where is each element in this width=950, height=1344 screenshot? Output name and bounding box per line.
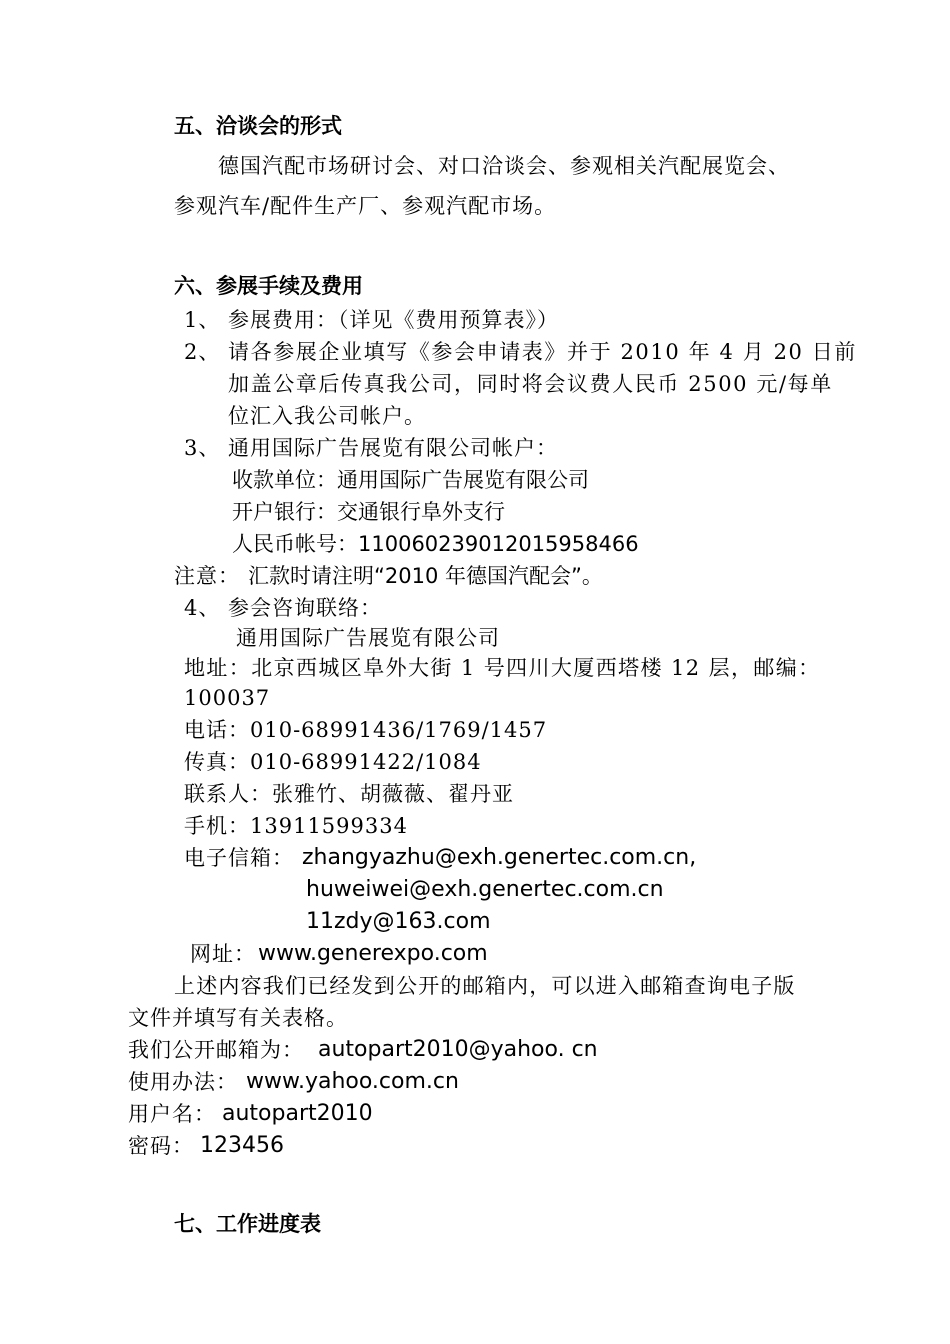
item3-text: 通用国际广告展览有限公司帐户： [228, 436, 558, 460]
note-label: 注意： [174, 564, 240, 588]
contact-address-line2: 100037 [184, 686, 271, 710]
email-link-1[interactable]: zhangyazhu@exh.genertec.com.cn, [302, 845, 697, 870]
contact-persons: 联系人：张雅竹、胡薇薇、翟丹亚 [184, 782, 514, 806]
password-label: 密码： [128, 1134, 194, 1158]
contact-fax: 传真：010-68991422/1084 [184, 750, 482, 774]
item2-line3: 位汇入我公司帐户。 [228, 404, 426, 428]
section7-heading: 七、工作进度表 [174, 1212, 321, 1236]
contact-address-line1: 地址：北京西城区阜外大街 1 号四川大厦西塔楼 12 层，邮编： [184, 656, 821, 680]
note-text: 汇款时请注明“2010 年德国汽配会”。 [248, 564, 603, 588]
account-payee: 收款单位：通用国际广告展览有限公司 [232, 468, 589, 492]
section5-heading: 五、洽谈会的形式 [174, 114, 342, 138]
public-mailbox-label: 我们公开邮箱为： [128, 1038, 304, 1062]
item3-number: 3、 [184, 436, 221, 460]
email-label: 电子信箱： [184, 846, 294, 870]
usage-label: 使用办法： [128, 1070, 238, 1094]
item2-line1: 请各参展企业填写《参会申请表》并于 2010 年 4 月 20 日前 [228, 340, 857, 364]
item4-text: 参会咨询联络： [228, 596, 382, 620]
section5-line1: 德国汽配市场研讨会、对口洽谈会、参观相关汽配展览会、 [218, 154, 790, 178]
public-mailbox-link[interactable]: autopart2010@yahoo. cn [318, 1037, 598, 1062]
contact-company: 通用国际广告展览有限公司 [236, 626, 500, 650]
item2-line2: 加盖公章后传真我公司，同时将会议费人民币 2500 元/每单 [228, 372, 833, 396]
website-label: 网址： [190, 942, 256, 966]
item1-text: 参展费用：（详见《费用预算表》） [228, 308, 559, 332]
section5-line2: 参观汽车/配件生产厂、参观汽配市场。 [174, 194, 557, 218]
item1-number: 1、 [184, 308, 221, 332]
username-label: 用户名： [128, 1102, 216, 1126]
account-bank: 开户银行：交通银行阜外支行 [232, 500, 505, 524]
password-value: 123456 [200, 1133, 284, 1158]
account-number: 人民币帐号：110060239012015958466 [232, 532, 639, 556]
section6-heading: 六、参展手续及费用 [174, 274, 363, 298]
username-value: autopart2010 [222, 1101, 373, 1126]
email-link-3[interactable]: 11zdy@163.com [306, 909, 491, 934]
contact-phone: 电话：010-68991436/1769/1457 [184, 718, 548, 742]
mailbox-line2: 文件并填写有关表格。 [128, 1006, 348, 1030]
website-link[interactable]: www.generexpo.com [258, 941, 488, 966]
item4-number: 4、 [184, 596, 221, 620]
contact-mobile: 手机：13911599334 [184, 814, 408, 838]
item2-number: 2、 [184, 340, 221, 364]
usage-link[interactable]: www.yahoo.com.cn [246, 1069, 459, 1094]
mailbox-line1: 上述内容我们已经发到公开的邮箱内，可以进入邮箱查询电子版 [174, 974, 796, 998]
email-link-2[interactable]: huweiwei@exh.genertec.com.cn [306, 877, 664, 902]
